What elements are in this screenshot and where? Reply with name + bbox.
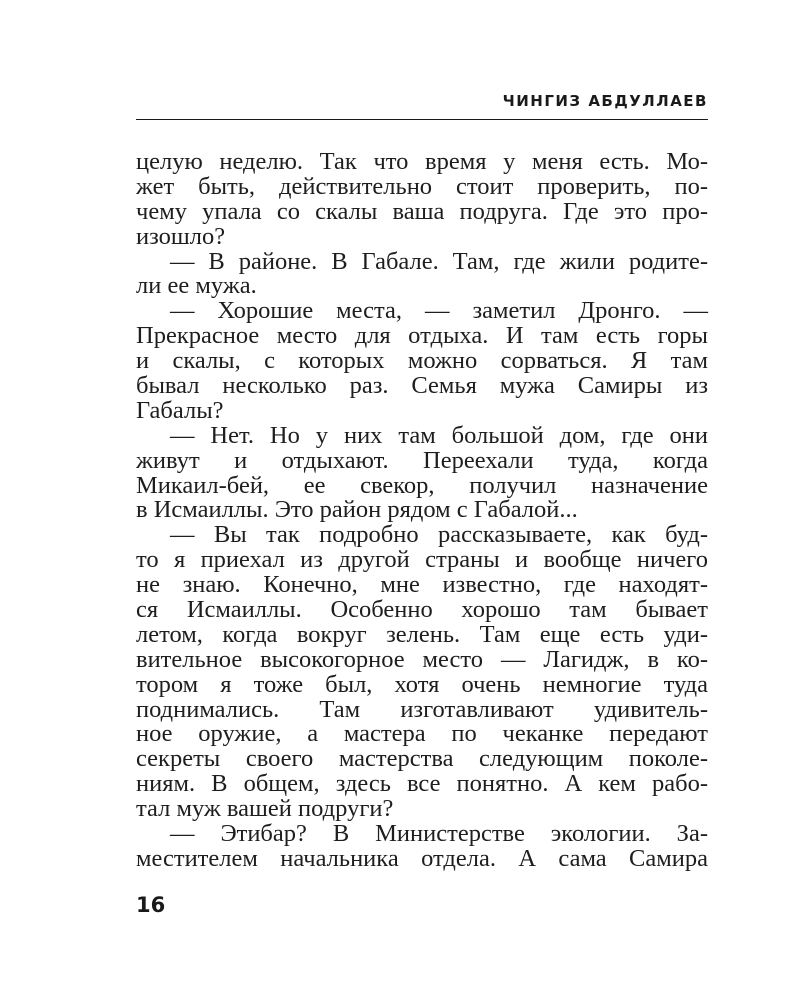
text-line: — Этибар? В Министерстве экологии. За-	[170, 820, 708, 848]
header-rule	[136, 119, 708, 120]
text-line: то я приехал из другой страны и вообще ничего	[136, 546, 708, 574]
text-line: не знаю. Конечно, мне известно, где находят-	[136, 571, 708, 599]
text-line: живут и отдыхают. Переехали туда, когда	[136, 446, 708, 474]
running-head: ЧИНГИЗ АБДУЛЛАЕВ	[502, 92, 708, 110]
text-line: секреты своего мастерства следующим поколе-	[136, 745, 708, 773]
text-line: бывал несколько раз. Семья мужа Самиры из	[136, 372, 708, 400]
text-line: тором я тоже был, хотя очень немногие туда	[136, 670, 708, 698]
text-line: — Хорошие места, — заметил Дронго. —	[170, 297, 708, 325]
text-line: — Вы так подробно рассказываете, как буд-	[170, 521, 708, 549]
text-line: ся Исмаиллы. Особенно хорошо там бывает	[136, 596, 708, 624]
text-line: Габалы?	[136, 396, 224, 424]
text-line: ное оружие, а мастера по чеканке передают	[136, 720, 708, 748]
text-line: вительное высокогорное место — Лагидж, в ко-	[136, 645, 708, 673]
text-line: тал муж вашей подруги?	[136, 795, 394, 823]
text-line: Прекрасное место для отдыха. И там есть горы	[136, 322, 708, 350]
text-line: ли ее мужа.	[136, 272, 257, 300]
text-line: изошло?	[136, 222, 226, 250]
text-line: — Нет. Но у них там большой дом, где они	[170, 421, 708, 449]
text-line: поднимались. Там изготавливают удивитель-	[136, 695, 708, 723]
text-line: жет быть, действительно стоит проверить, по-	[136, 172, 708, 200]
text-line: чему упала со скалы ваша подруга. Где это про-	[136, 197, 708, 225]
text-line: в Исмаиллы. Это район рядом с Габалой...	[136, 496, 578, 524]
body-text	[136, 150, 708, 872]
text-line: Микаил-бей, ее свекор, получил назначение	[136, 471, 708, 499]
text-line: — В районе. В Габале. Там, где жили родите-	[170, 247, 708, 275]
text-line: местителем начальника отдела. А сама Самира	[136, 844, 708, 872]
text-line: целую неделю. Так что время у меня есть. Мо-	[136, 148, 708, 175]
text-line: и скалы, с которых можно сорваться. Я там	[136, 347, 708, 375]
page-number: 16	[136, 893, 166, 917]
text-line: ниям. В общем, здесь все понятно. А кем рабо-	[136, 770, 708, 798]
text-line: летом, когда вокруг зелень. Там еще есть уди-	[136, 620, 708, 648]
